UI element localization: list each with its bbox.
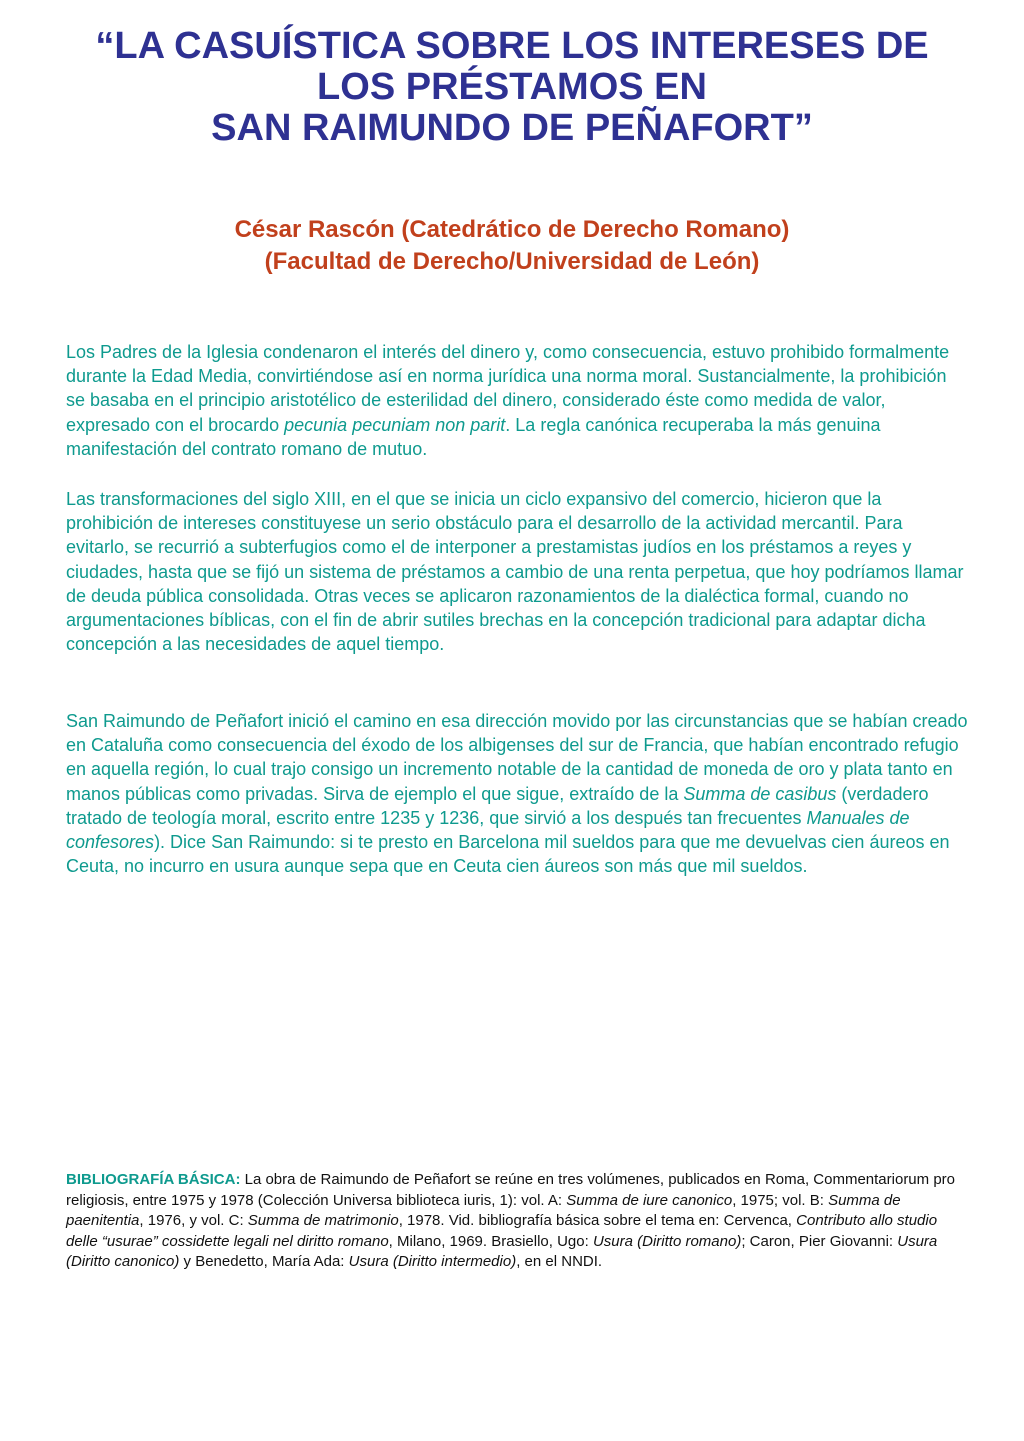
paragraph-1-text-1: Los Padres de la Iglesia condenaron el interés del dinero y, como consecuencia, estuvo prohibido formalmente durante la Edad Media, convirtiéndose así en norma jurídica una norma moral. Sustancialmente, la prohibición se basaba en el principio aristotélico de esterilidad del dinero, considerado éste como medida de valor, expresado con el brocardo xyxy=(66,342,950,435)
bibliography-text-8: , en el NNDI. xyxy=(516,1253,603,1270)
title-line-2: LOS PRÉSTAMOS EN xyxy=(317,66,707,108)
paragraph-2 xyxy=(66,487,968,656)
document-title xyxy=(40,26,984,149)
paragraph-2-text-1: Las transformaciones del siglo XIII, en el que se inicia un ciclo expansivo del comercio, hicieron que la prohibición de intereses constituyese un serio obstáculo para el desarrollo de la actividad mercantil. Para evitarlo, se recurrió a subterfugios como el de interponer a prestamistas judíos en los préstamos a reyes y ciudades, hasta que se fijó un sistema de préstamos a cambio de una renta perpetua, que hoy podríamos llamar de deuda pública consolidada. Otras veces se aplicaron razonamientos de la dialéctica formal, cuando no argumentaciones bíblicas, con el fin de abrir sutiles brechas en la concepción tradicional para adaptar dicha concepción a las necesidades de aquel tiempo. xyxy=(66,489,964,655)
bibliography-italic-2: Summa de paenitentia xyxy=(66,1191,901,1229)
author-affiliation: (Facultad de Derecho/Universidad de León) xyxy=(264,248,760,275)
paragraph-3-text-1: San Raimundo de Peñafort inició el camino en esa dirección movido por las circunstancias que se habían creado en Cataluña como consecuencia del éxodo de los albigenses del sur de Francia, que habían encontrado refugio en aquella región, lo cual trajo consigo un incremento notable de la cantidad de moneda de oro y plata tanto en manos públicas como privadas. Sirva de ejemplo el que sigue, extraído de la xyxy=(66,711,968,804)
paragraph-3-text-3: ). Dice San Raimundo: si te presto en Barcelona mil sueldos para que me devuelvas cien áureos en Ceuta, no incurro en usura aunque sepa que en Ceuta cien áureos son más que mil sueldos. xyxy=(66,832,950,877)
bibliography-text-1: La obra de Raimundo de Peñafort se reúne en tres volúmenes, publicados en Roma, Commentariorum pro religiosis, entre 1975 y 1978 (Colección Universa biblioteca iuris, 1): vol. A: xyxy=(66,1171,955,1209)
bibliography-italic-1: Summa de iure canonico xyxy=(566,1191,733,1209)
author-name: César Rascón (Catedrático de Derecho Romano) xyxy=(234,216,790,243)
bibliography-label: BIBLIOGRAFÍA BÁSICA: xyxy=(66,1171,241,1188)
bibliography-text-6: ; Caron, Pier Giovanni: xyxy=(741,1232,898,1250)
bibliography-text-5: , Milano, 1969. Brasiello, Ugo: xyxy=(388,1232,593,1250)
bibliography-italic-5: Usura (Diritto romano) xyxy=(592,1232,742,1250)
paragraph-1-italic-1: pecunia pecuniam non parit xyxy=(284,414,506,435)
author-block xyxy=(40,214,984,278)
bibliography-italic-7: Usura (Diritto intermedio) xyxy=(348,1253,517,1270)
paragraph-1 xyxy=(66,340,968,461)
bibliography-text-7: y Benedetto, María Ada: xyxy=(179,1253,349,1270)
bibliography xyxy=(66,1170,968,1273)
bibliography-italic-6: Usura (Diritto canonico) xyxy=(66,1232,938,1270)
paragraph-3 xyxy=(66,709,968,878)
bibliography-text-3: , 1976, y vol. C: xyxy=(139,1212,248,1229)
bibliography-italic-3: Summa de matrimonio xyxy=(247,1212,399,1229)
bibliography-text-4: , 1978. Vid. bibliografía básica sobre el tema en: Cervenca, xyxy=(398,1212,797,1229)
bibliography-italic-4: Contributo allo studio delle “usurae” cossidette legali nel diritto romano xyxy=(66,1212,938,1250)
title-line-3: SAN RAIMUNDO DE PEÑAFORT” xyxy=(211,107,813,149)
paragraph-3-text-2: (verdadero tratado de teología moral, escrito entre 1235 y 1236, que sirvió a los después tan frecuentes xyxy=(66,783,929,828)
bibliography-text-2: , 1975; vol. B: xyxy=(732,1191,829,1209)
paragraph-3-italic-2: Manuales de confesores xyxy=(66,807,910,853)
paragraph-3-italic-1: Summa de casibus xyxy=(683,783,837,804)
paragraph-1-text-2: . La regla canónica recuperaba la más genuina manifestación del contrato romano de mutuo. xyxy=(66,414,881,459)
title-line-1: “LA CASUÍSTICA SOBRE LOS INTERESES DE xyxy=(95,25,929,67)
